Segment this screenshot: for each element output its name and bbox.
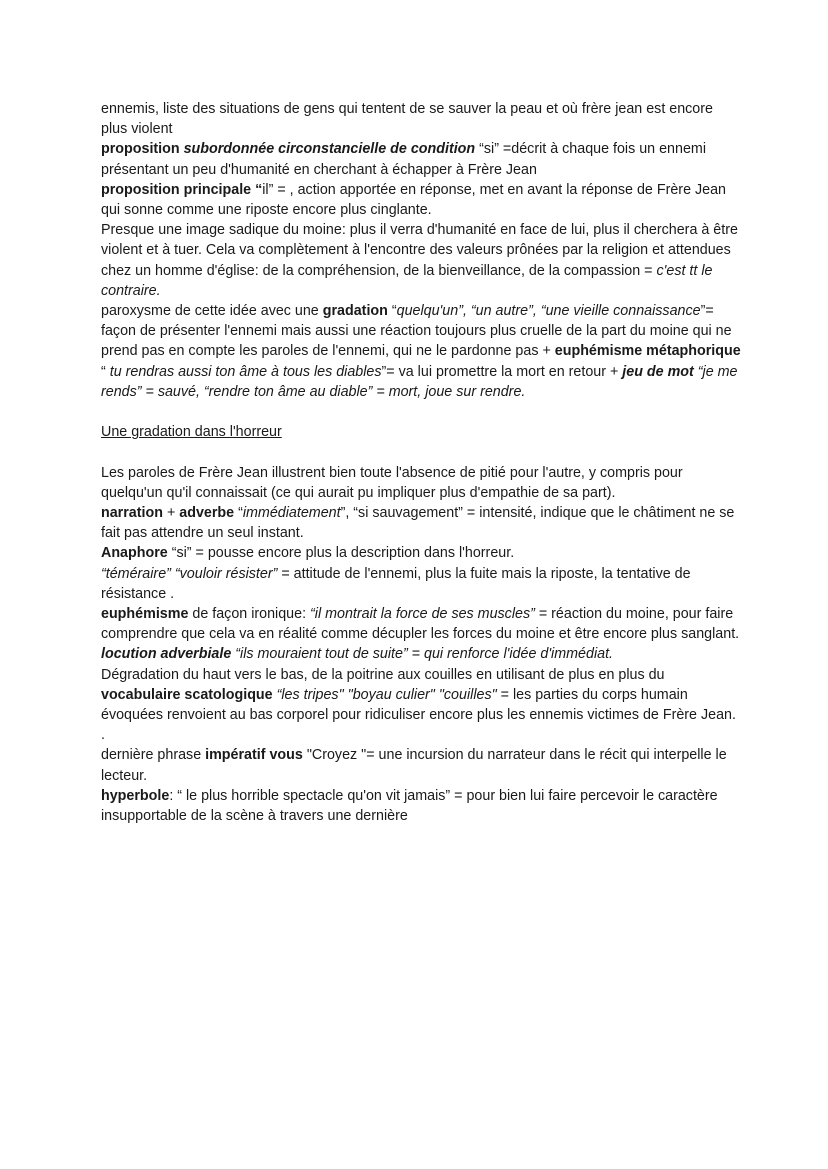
text-run: Anaphore [101, 545, 168, 562]
text-run: vocabulaire scatologique [101, 686, 273, 703]
text-run: subordonnée circonstancielle de condition [183, 141, 476, 158]
paragraph [101, 745, 741, 785]
text-run: “ [234, 505, 243, 522]
text-run: : “ le plus horrible spectacle qu'on vit jamais” = pour bien lui faire percevoir le caractère insupportable de la scène à travers une dernière [101, 787, 718, 825]
paragraph [101, 180, 741, 220]
document-page [101, 99, 741, 826]
paragraph [101, 543, 741, 563]
paragraph [101, 463, 741, 503]
paragraph [101, 564, 741, 604]
text-run: gradation [322, 303, 388, 320]
text-run: tu rendras aussi ton âme à tous les diables [109, 363, 382, 380]
text-run: c'est tt le contraire. [101, 262, 713, 299]
text-run: = les parties du corps humain évoquées renvoient au bas corporel pour ridiculiser encore plus les ennemis victimes de Frère Jean. . [101, 686, 736, 744]
paragraph [101, 99, 741, 139]
paragraph-gap [101, 442, 741, 462]
paragraph [101, 665, 741, 746]
text-run: Dégradation du haut vers le bas, de la poitrine aux couilles en utilisant de plus en plus du [101, 666, 665, 683]
text-run: + [162, 505, 180, 522]
section-heading: Une gradation dans l'horreur [101, 424, 282, 441]
paragraph-gap [101, 402, 741, 422]
paragraph [101, 139, 741, 179]
paragraph [101, 644, 741, 664]
paragraph [101, 220, 741, 301]
analysis-section-2 [101, 463, 741, 827]
text-run: Presque une image sadique du moine: plus il verra d'humanité en face de lui, plus il cherchera à être violent et à tuer. Cela va complètement à l'encontre des valeurs prônées par la religion et attendues chez un homme d'église: de la compréhension, de la bienveillance, de la compassion = [101, 222, 738, 279]
text-run: = réaction du moine, pour faire comprendre que cela va en réalité comme décupler les forces du moine et être encore plus sanglant. [101, 606, 740, 643]
text-run: immédiatement [242, 505, 341, 522]
paragraph [101, 786, 741, 826]
text-run: “il montrait la force de ses muscles” [310, 606, 535, 623]
paragraph [101, 301, 741, 402]
text-run: paroxysme de cette idée avec une [101, 303, 323, 320]
text-run: narration [101, 505, 163, 522]
text-run: “si” = pousse encore plus la description dans l'horreur. [167, 545, 515, 562]
text-run: “si” =décrit à chaque fois un ennemi présentant un peu d'humanité en cherchant à échapper à Frère Jean [101, 141, 706, 178]
text-run: adverbe [179, 505, 235, 522]
text-run: euphémisme métaphorique [554, 343, 741, 360]
text-run: ennemis, liste des situations de gens qui tentent de se sauver la peau et où frère jean est encore plus violent [101, 101, 713, 138]
text-run: “ [387, 303, 397, 320]
text-run: euphémisme [101, 606, 189, 623]
text-run: impératif vous [205, 747, 303, 764]
paragraph [101, 604, 741, 644]
text-run: ”= va lui promettre la mort en retour + [381, 363, 623, 380]
text-run: “je me rends” = sauvé, “rendre ton âme au diable” = mort, joue sur rendre. [101, 363, 738, 400]
analysis-section-1 [101, 99, 741, 402]
text-run: “ [101, 363, 110, 380]
text-run: proposition [101, 141, 184, 158]
text-run: “ils mouraient tout de suite” = qui renforce l'idée d'immédiat. [231, 646, 614, 663]
text-run: jeu de mot [622, 363, 694, 380]
text-run: dernière phrase [101, 747, 206, 764]
text-run: quelqu'un”, “un autre”, “une vieille connaissance [396, 303, 701, 320]
text-run: locution adverbiale [101, 646, 232, 663]
text-run: ”= façon de présenter l'ennemi mais aussi une réaction toujours plus cruelle de la part du moine qui ne prend pas en compte les paroles de l'ennemi, qui ne le pardonne pas + [101, 303, 732, 360]
text-run: ”, “si sauvagement” = intensité, indique que le châtiment ne se fait pas attendre un seul instant. [101, 505, 735, 542]
text-run: "Croyez "= une incursion du narrateur dans le récit qui interpelle le lecteur. [101, 747, 727, 784]
paragraph [101, 503, 741, 543]
text-run: “téméraire” “vouloir résister” [101, 565, 278, 582]
text-run: il” = , action apportée en réponse, met en avant la réponse de Frère Jean qui sonne comme une riposte encore plus cinglante. [101, 181, 726, 219]
text-run: proposition principale “ [101, 181, 263, 198]
text-run: de façon ironique: [188, 606, 311, 623]
text-run: “les tripes" "boyau culier" "couilles" [276, 686, 497, 703]
text-run: = attitude de l'ennemi, plus la fuite mais la riposte, la tentative de résistance . [101, 565, 691, 602]
text-run: Les paroles de Frère Jean illustrent bien toute l'absence de pitié pour l'autre, y compris pour quelqu'un qu'il connaissait (ce qui aurait pu impliquer plus d'empathie de sa part). [101, 464, 683, 501]
text-run: hyperbole [101, 787, 170, 804]
